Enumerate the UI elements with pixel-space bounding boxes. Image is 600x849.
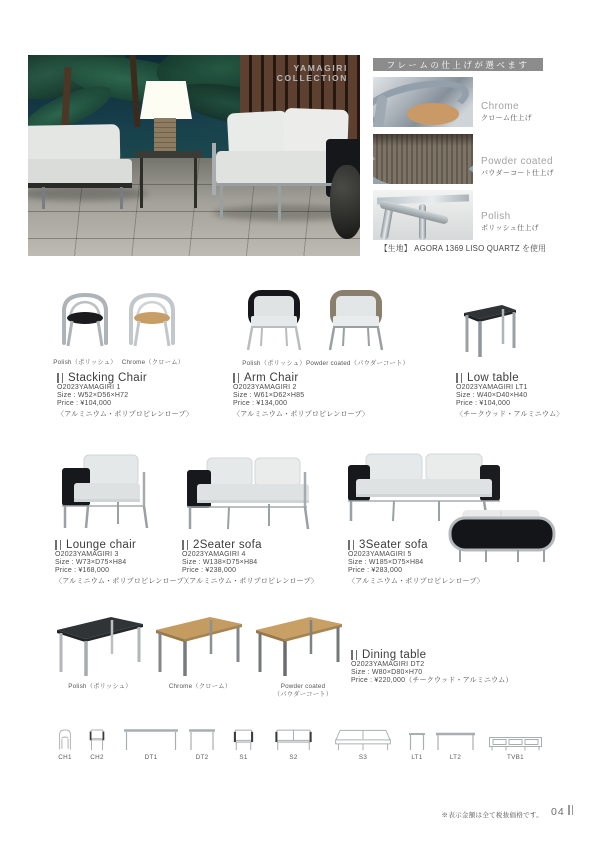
lineup-item-s2 [270,728,317,761]
lineup-item-dt1 [123,728,179,761]
low-table-image [458,300,522,360]
lineup-item-s1 [230,728,257,761]
lineup-item-tvb1 [488,728,543,761]
variant-caption: Powder coated（パウダーコート） [306,360,410,367]
variant-caption: Polish（ポリッシュ） [242,360,306,367]
table-outline-icon [123,728,179,751]
product-material: 〈アルミニウム・ポリプロピレンロープ〉 [55,577,192,585]
sofa-leg [278,186,281,222]
product-size: Size : W73×D75×H84 [55,559,127,567]
arm-chair-powder-image [318,282,394,354]
product-material: 〈アルミニウム・ポリプロピレンロープ〉 [348,577,485,585]
finish-name-powder: Powder coated [481,156,553,167]
low-table-outline-icon [408,732,426,751]
collection-title-line2: COLLECTION [276,73,348,83]
title-bar-icon [233,373,239,383]
product-material: 〈アルミニウム・ポリプロピレンロープ〉 [233,410,370,418]
side-table-leg [140,158,143,208]
product-stacking-chair [57,371,232,419]
title-bar-icon [351,650,357,660]
sofa-leg [120,187,123,209]
finish-thumb-powder [373,134,473,184]
stacking-chair-polish-image [53,287,117,355]
thumb-shade [373,134,473,146]
variant-caption: Polish（ポリッシュ） [68,683,132,690]
product-price: Price : ¥238,000 [182,567,237,575]
lineup-label: DT1 [144,754,158,761]
arm-chair-polish-image [236,282,312,354]
side-table [136,151,202,158]
lineup-item-dt2 [188,728,216,761]
product-size: Size : W40×D40×H40 [456,392,528,400]
collection-title-line1: YAMAGIRI [293,63,348,73]
product-code: O2023YAMAGIRI LT1 [456,384,528,391]
armchair-outline-icon [230,728,257,751]
product-title: Stacking Chair [57,371,232,384]
sofa-outline-icon [326,728,400,751]
finish-panel-header: フレームの仕上げが選べます [373,58,543,71]
variant-caption-line2: （パウダーコート） [273,690,333,698]
product-code: O2023YAMAGIRI 3 [55,551,119,558]
lineup-label: CH1 [58,754,72,761]
product-title: 3Seater sofa [348,538,523,551]
lamp-shade [140,81,192,119]
title-bar-icon [348,540,354,550]
finish-caption-powder: パウダーコート仕上げ [481,170,554,177]
lineup-label: LT1 [411,754,423,761]
variant-caption: Chrome（クローム） [168,683,232,690]
product-price: Price : ¥134,000 [233,400,288,408]
sofa-frame-tube [212,143,216,195]
product-material: 〈アルミニウム・ポリプロピレンロープ〉 [57,410,194,418]
product-price: Price : ¥104,000 [456,400,511,408]
sofa-leg [42,187,45,209]
lineup-item-ch2 [85,728,109,761]
lineup-item-lt1 [408,728,426,761]
variant-caption: Polish（ポリッシュ） [53,359,117,366]
product-code: O2023YAMAGIRI 4 [182,551,246,558]
product-title: Low table [456,371,600,384]
variant-caption: Chrome（クローム） [121,359,185,366]
product-size: Size : W80×D80×H70 [351,669,423,677]
variant-caption [258,683,348,698]
product-title: Lounge chair [55,538,230,551]
product-price: Price : ¥283,000 [348,567,403,575]
lineup-item-lt2 [435,728,476,761]
product-code: O2023YAMAGIRI 2 [233,384,297,391]
powder-tube [373,142,473,184]
page-number: 04 [551,805,573,818]
sofa-outline-icon [270,728,317,751]
sofa-frame-bar [216,183,348,186]
product-size: Size : W185×D75×H84 [348,559,424,567]
vase [330,165,360,239]
stacking-chair-chrome-image [120,287,184,355]
product-low-table [456,371,600,419]
lineup-label: CH2 [90,754,104,761]
lamp-base [154,118,176,153]
variant-caption-line1: Powder coated [280,683,326,690]
lineup-label: TVB1 [507,754,524,761]
lineup-item-s3 [326,728,400,761]
product-code: O2023YAMAGIRI DT2 [351,661,425,668]
product-dining-table [351,648,561,686]
tv-board-outline-icon [488,735,543,751]
hero-left-sofa-seat [28,159,132,185]
dining-table-powder-image [252,612,346,678]
finish-name-chrome: Chrome [481,101,519,112]
title-bar-icon [456,373,462,383]
product-size: Size : W61×D62×H85 [233,392,305,400]
armchair-outline-icon [85,728,109,751]
fabric-note: 【生地】 AGORA 1369 LISO QUARTZ を使用 [379,244,547,253]
product-material: 〈アルミニウム・ポリプロピレンロープ〉 [182,577,319,585]
product-title: Dining table [351,648,561,661]
title-bar-icon [55,540,61,550]
lineup-label: S1 [239,754,248,761]
lineup-label: S3 [358,754,368,761]
product-title: 2Seater sofa [182,538,357,551]
product-price: Price : ¥220,000（チークウッド・アルミニウム） [351,677,513,685]
product-size: Size : W138×D75×H84 [182,559,258,567]
product-price: Price : ¥168,000 [55,567,110,575]
page-number-bar-icon [568,805,573,815]
lineup-item-ch1 [53,728,77,761]
dining-table-chrome-image [152,612,246,678]
2seater-sofa-image [181,452,326,532]
table-outline-icon [188,728,216,751]
product-code: O2023YAMAGIRI 5 [348,551,412,558]
finish-name-polish: Polish [481,211,511,222]
title-bar-icon [57,373,63,383]
finish-caption-chrome: クローム仕上げ [481,115,533,122]
product-title: Arm Chair [233,371,408,384]
dining-table-polish-image [53,612,147,678]
lounge-chair-image [54,450,164,532]
low-table-outline-icon [435,732,476,751]
collection-title [277,63,348,83]
side-table-leg [194,158,197,208]
lineup-label: S2 [289,754,298,761]
finish-caption-polish: ポリッシュ仕上げ [481,225,539,232]
finish-thumb-chrome [373,77,473,127]
product-3seater-sofa [348,538,523,586]
chair-outline-icon [53,728,77,751]
title-bar-icon [182,540,188,550]
product-arm-chair [233,371,408,419]
product-price: Price : ¥104,000 [57,400,112,408]
sofa-leg [220,186,223,220]
product-material: 〈チークウッド・アルミニウム〉 [456,410,564,418]
finish-thumb-polish [373,190,473,240]
product-2seater-sofa [182,538,357,586]
product-code: O2023YAMAGIRI 1 [57,384,121,391]
product-size: Size : W52×D56×H72 [57,392,129,400]
seat-cushion [407,103,459,125]
hero-photo [28,55,360,256]
lineup-label: DT2 [195,754,209,761]
lineup-label: LT2 [449,754,462,761]
tax-note: ※表示金額は全て税抜価格です。 [441,812,543,819]
